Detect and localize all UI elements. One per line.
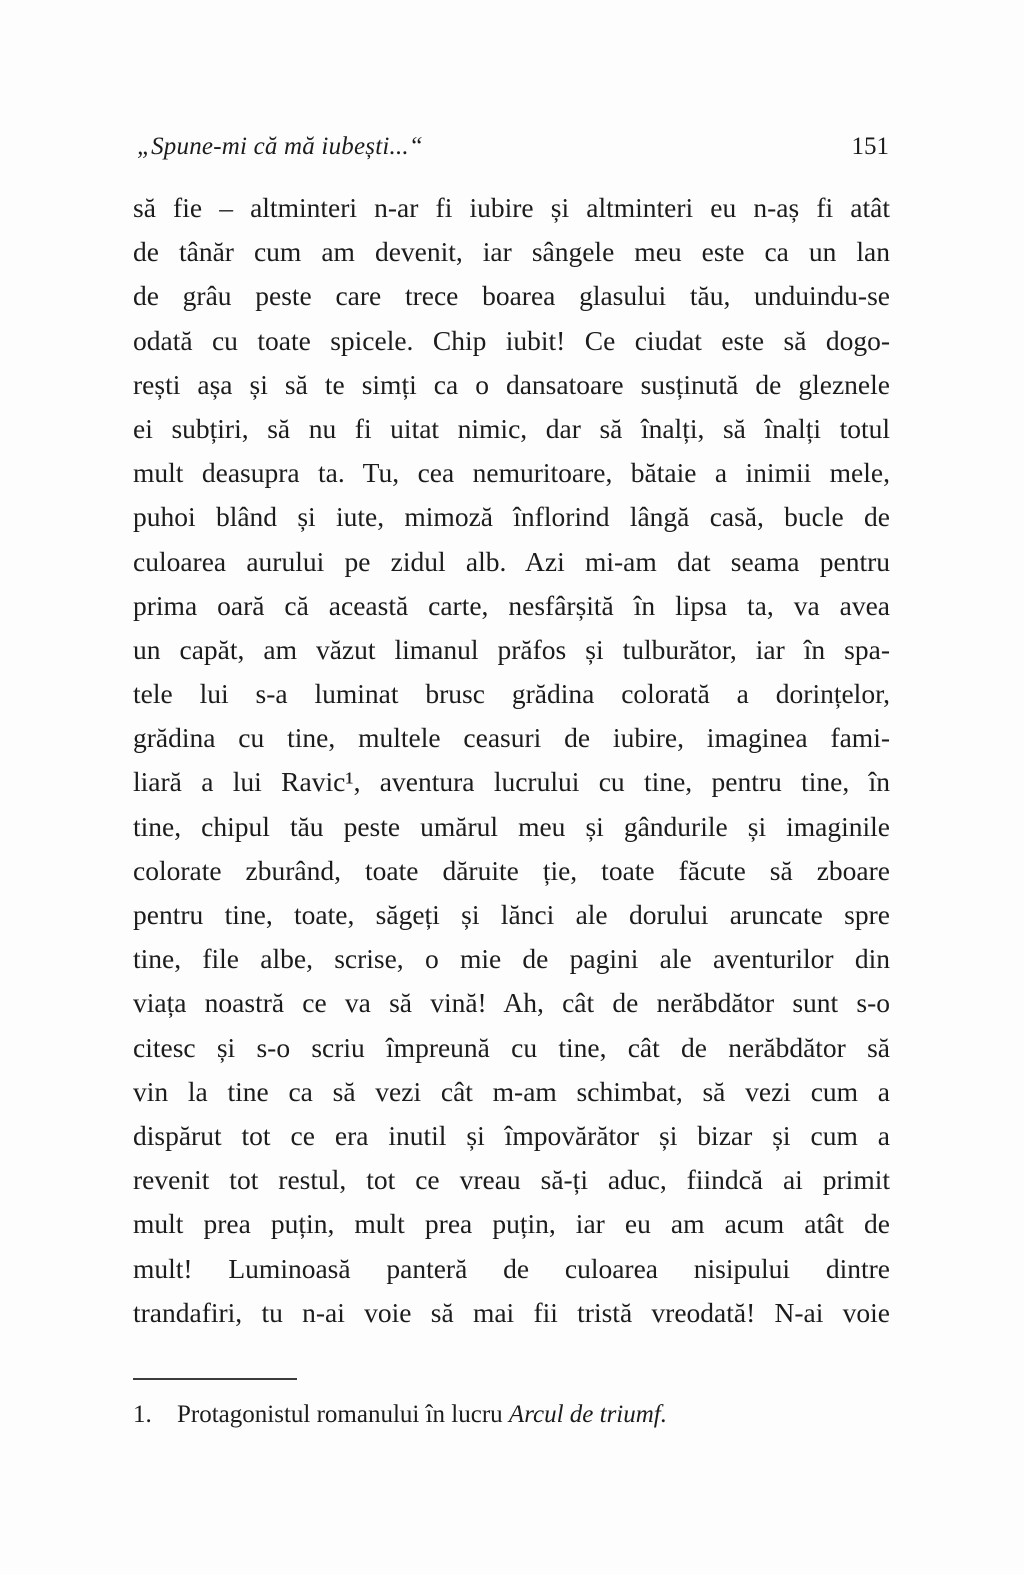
footnote-text: Protagonistul romanului în lucru	[177, 1401, 509, 1428]
text-line-11: un capăt, am văzut limanul prăfos și tulburător, iar în spa-	[133, 633, 890, 665]
text-line-20: citesc și s-o scriu împreună cu tine, cât de nerăbdător să	[133, 1031, 890, 1063]
page-header	[137, 133, 889, 161]
footnote-work-title: Arcul de triumf.	[508, 1401, 668, 1428]
footnote	[133, 1398, 890, 1432]
text-line-6: ei subțiri, să nu fi uitat nimic, dar să înalți, să înalți totul	[133, 412, 890, 444]
text-line-1: să fie – altminteri n-ar fi iubire și altminteri eu n-aș fi atât	[133, 192, 890, 223]
text-line-2: de tânăr cum am devenit, iar sângele meu este ca un lan	[133, 236, 890, 268]
text-line-14: liară a lui Ravic¹, aventura lucrului cu tine, pentru tine, în	[133, 766, 890, 798]
text-line-4: odată cu toate spicele. Chip iubit! Ce ciudat este să dogo-	[133, 324, 890, 356]
text-line-3: de grâu peste care trece boarea glasului tău, unduindu-se	[133, 280, 890, 312]
text-line-12: tele lui s-a luminat brusc grădina colorată a dorințelor,	[133, 678, 890, 710]
text-line-7: mult deasupra ta. Tu, cea nemuritoare, bătaie a inimii mele,	[133, 457, 890, 489]
text-line-22: dispărut tot ce era inutil și împovărător și bizar și cum a	[133, 1119, 890, 1151]
text-line-24: mult prea puțin, mult prea puțin, iar eu am acum atât de	[133, 1208, 890, 1240]
text-line-13: grădina cu tine, multele ceasuri de iubire, imaginea fami-	[133, 722, 890, 754]
running-title: „Spune-mi că mă iubești...“	[137, 133, 423, 160]
text-line-15: tine, chipul tău peste umărul meu și gândurile și imaginile	[133, 810, 890, 842]
page-number: 151	[851, 133, 889, 160]
text-line-17: pentru tine, toate, săgeți și lănci ale dorului aruncate spre	[133, 899, 890, 930]
text-line-21: vin la tine ca să vezi cât m-am schimbat, să vezi cum a	[133, 1075, 890, 1107]
text-line-16: colorate zburând, toate dăruite ție, toate făcute să zboare	[133, 854, 890, 886]
body-text	[133, 186, 890, 1335]
text-line-19: viața noastră ce va să vină! Ah, cât de nerăbdător sunt s-o	[133, 987, 890, 1019]
footnote-divider	[133, 1378, 297, 1380]
text-line-10: prima oară că această carte, nesfârșită în lipsa ta, va avea	[133, 589, 890, 621]
text-line-25: mult! Luminoasă panteră de culoarea nisipului dintre	[133, 1252, 890, 1284]
text-line-26: trandafiri, tu n-ai voie să mai fii tristă vreodată! N-ai voie	[133, 1296, 890, 1328]
footnote-number: 1.	[133, 1401, 152, 1428]
text-line-9: culoarea aurului pe zidul alb. Azi mi-am dat seama pentru	[133, 545, 890, 577]
text-line-5: rești așa și să te simți ca o dansatoare susținută de gleznele	[133, 368, 890, 400]
text-line-18: tine, file albe, scrise, o mie de pagini ale aventurilor din	[133, 943, 890, 975]
text-line-8: puhoi blând și iute, mimoză înflorind lângă casă, bucle de	[133, 501, 890, 533]
text-line-23: revenit tot restul, tot ce vreau să-ți aduc, fiindcă ai primit	[133, 1164, 890, 1196]
